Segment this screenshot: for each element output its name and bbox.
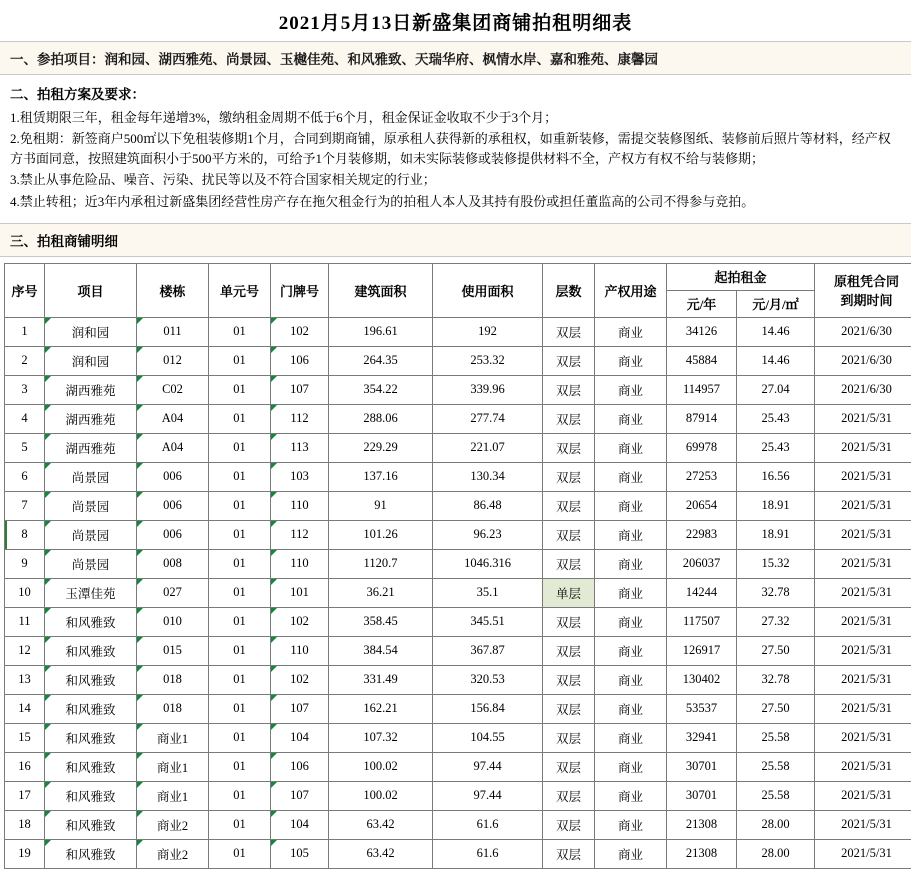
cell-price-month: 32.78 <box>737 578 815 607</box>
cell-floors: 双层 <box>543 317 595 346</box>
cell-building: 商业1 <box>137 781 209 810</box>
terms-list <box>0 105 911 219</box>
cell-floors: 双层 <box>543 433 595 462</box>
cell-seq: 19 <box>5 839 45 868</box>
cell-build-area: 354.22 <box>329 375 433 404</box>
cell-use-area: 221.07 <box>433 433 543 462</box>
cell-building: 018 <box>137 694 209 723</box>
cell-floors: 双层 <box>543 723 595 752</box>
detail-section-heading: 三、拍租商铺明细 <box>0 223 911 257</box>
cell-seq: 15 <box>5 723 45 752</box>
cell-door: 112 <box>271 404 329 433</box>
cell-floors: 双层 <box>543 752 595 781</box>
th-expire-line1: 原租凭合同 <box>815 271 911 290</box>
cell-seq: 2 <box>5 346 45 375</box>
cell-price-month: 18.91 <box>737 491 815 520</box>
cell-unit: 01 <box>209 317 271 346</box>
cell-unit: 01 <box>209 491 271 520</box>
cell-expire: 2021/5/31 <box>815 781 911 810</box>
cell-floors: 单层 <box>543 578 595 607</box>
table-row <box>5 839 911 868</box>
cell-expire: 2021/5/31 <box>815 520 911 549</box>
cell-purpose: 商业 <box>595 810 667 839</box>
table-row <box>5 404 911 433</box>
cell-seq: 10 <box>5 578 45 607</box>
cell-build-area: 100.02 <box>329 752 433 781</box>
cell-unit: 01 <box>209 578 271 607</box>
cell-price-month: 25.58 <box>737 723 815 752</box>
cell-price-month: 27.32 <box>737 607 815 636</box>
cell-project: 玉潭佳苑 <box>45 578 137 607</box>
table-row <box>5 549 911 578</box>
cell-purpose: 商业 <box>595 723 667 752</box>
cell-door: 113 <box>271 433 329 462</box>
table-body <box>5 317 911 868</box>
cell-build-area: 331.49 <box>329 665 433 694</box>
cell-expire: 2021/6/30 <box>815 346 911 375</box>
cell-build-area: 63.42 <box>329 839 433 868</box>
cell-building: 006 <box>137 462 209 491</box>
cell-seq: 12 <box>5 636 45 665</box>
cell-building: 010 <box>137 607 209 636</box>
plan-section-heading: 二、拍租方案及要求： <box>0 75 911 105</box>
cell-building: 商业2 <box>137 810 209 839</box>
cell-seq: 17 <box>5 781 45 810</box>
cell-project: 和风雅致 <box>45 752 137 781</box>
cell-project: 和风雅致 <box>45 665 137 694</box>
cell-building: 006 <box>137 491 209 520</box>
cell-unit: 01 <box>209 636 271 665</box>
cell-door: 106 <box>271 752 329 781</box>
cell-building: 商业1 <box>137 723 209 752</box>
cell-use-area: 192 <box>433 317 543 346</box>
cell-use-area: 1046.316 <box>433 549 543 578</box>
cell-seq: 18 <box>5 810 45 839</box>
cell-project: 和风雅致 <box>45 607 137 636</box>
cell-project: 尚景园 <box>45 491 137 520</box>
table-row <box>5 578 911 607</box>
cell-floors: 双层 <box>543 694 595 723</box>
cell-build-area: 91 <box>329 491 433 520</box>
cell-seq: 9 <box>5 549 45 578</box>
cell-unit: 01 <box>209 781 271 810</box>
cell-price-month: 25.58 <box>737 752 815 781</box>
cell-seq: 5 <box>5 433 45 462</box>
table-header-row <box>5 263 911 290</box>
cell-expire: 2021/5/31 <box>815 636 911 665</box>
term-item: 4.禁止转租；近3年内承租过新盛集团经营性房产存在拖欠租金行为的拍租人本人及其持有股份或担任董监高的公司不得参与竞拍。 <box>10 192 901 212</box>
cell-door: 101 <box>271 578 329 607</box>
cell-expire: 2021/5/31 <box>815 578 911 607</box>
cell-floors: 双层 <box>543 491 595 520</box>
cell-build-area: 384.54 <box>329 636 433 665</box>
cell-project: 和风雅致 <box>45 636 137 665</box>
cell-expire: 2021/5/31 <box>815 810 911 839</box>
cell-floors: 双层 <box>543 404 595 433</box>
cell-seq: 16 <box>5 752 45 781</box>
cell-price-month: 18.91 <box>737 520 815 549</box>
table-row <box>5 520 911 549</box>
cell-seq: 8 <box>5 520 45 549</box>
cell-project: 和风雅致 <box>45 781 137 810</box>
cell-use-area: 130.34 <box>433 462 543 491</box>
cell-build-area: 36.21 <box>329 578 433 607</box>
cell-use-area: 61.6 <box>433 810 543 839</box>
cell-door: 104 <box>271 723 329 752</box>
cell-price-month: 27.04 <box>737 375 815 404</box>
table-row <box>5 723 911 752</box>
table-row <box>5 607 911 636</box>
cell-building: 011 <box>137 317 209 346</box>
cell-building: A04 <box>137 433 209 462</box>
cell-project: 和风雅致 <box>45 810 137 839</box>
cell-purpose: 商业 <box>595 665 667 694</box>
th-build-area: 建筑面积 <box>329 263 433 317</box>
cell-build-area: 101.26 <box>329 520 433 549</box>
cell-use-area: 367.87 <box>433 636 543 665</box>
cell-purpose: 商业 <box>595 404 667 433</box>
cell-floors: 双层 <box>543 462 595 491</box>
shop-detail-table <box>4 263 911 869</box>
cell-price-year: 87914 <box>667 404 737 433</box>
cell-purpose: 商业 <box>595 520 667 549</box>
cell-price-month: 28.00 <box>737 839 815 868</box>
cell-building: 商业1 <box>137 752 209 781</box>
cell-use-area: 86.48 <box>433 491 543 520</box>
cell-price-year: 14244 <box>667 578 737 607</box>
cell-building: 012 <box>137 346 209 375</box>
cell-floors: 双层 <box>543 636 595 665</box>
cell-purpose: 商业 <box>595 375 667 404</box>
term-item: 1.租赁期限三年，租金每年递增3%，缴纳租金周期不低于6个月，租金保证金收取不少于3个月； <box>10 108 901 128</box>
cell-price-month: 14.46 <box>737 317 815 346</box>
cell-seq: 1 <box>5 317 45 346</box>
cell-price-year: 206037 <box>667 549 737 578</box>
cell-project: 和风雅致 <box>45 694 137 723</box>
cell-seq: 7 <box>5 491 45 520</box>
cell-use-area: 35.1 <box>433 578 543 607</box>
cell-expire: 2021/6/30 <box>815 317 911 346</box>
cell-floors: 双层 <box>543 520 595 549</box>
th-door: 门牌号 <box>271 263 329 317</box>
cell-price-year: 27253 <box>667 462 737 491</box>
cell-expire: 2021/5/31 <box>815 462 911 491</box>
cell-project: 湖西雅苑 <box>45 375 137 404</box>
cell-door: 112 <box>271 520 329 549</box>
cell-price-year: 30701 <box>667 781 737 810</box>
cell-price-year: 20654 <box>667 491 737 520</box>
table-row <box>5 636 911 665</box>
th-price-year: 元/年 <box>667 290 737 317</box>
th-building: 楼栋 <box>137 263 209 317</box>
cell-price-year: 21308 <box>667 839 737 868</box>
cell-price-month: 27.50 <box>737 694 815 723</box>
cell-unit: 01 <box>209 694 271 723</box>
cell-use-area: 61.6 <box>433 839 543 868</box>
cell-build-area: 196.61 <box>329 317 433 346</box>
cell-purpose: 商业 <box>595 578 667 607</box>
cell-seq: 13 <box>5 665 45 694</box>
cell-door: 102 <box>271 665 329 694</box>
cell-unit: 01 <box>209 346 271 375</box>
cell-price-month: 32.78 <box>737 665 815 694</box>
cell-build-area: 264.35 <box>329 346 433 375</box>
cell-building: 商业2 <box>137 839 209 868</box>
cell-build-area: 100.02 <box>329 781 433 810</box>
cell-building: 027 <box>137 578 209 607</box>
th-project: 项目 <box>45 263 137 317</box>
cell-unit: 01 <box>209 607 271 636</box>
cell-seq: 6 <box>5 462 45 491</box>
cell-floors: 双层 <box>543 781 595 810</box>
cell-price-year: 117507 <box>667 607 737 636</box>
cell-build-area: 358.45 <box>329 607 433 636</box>
cell-price-month: 14.46 <box>737 346 815 375</box>
table-row <box>5 665 911 694</box>
cell-project: 润和园 <box>45 317 137 346</box>
cell-project: 和风雅致 <box>45 723 137 752</box>
cell-use-area: 345.51 <box>433 607 543 636</box>
cell-door: 110 <box>271 636 329 665</box>
cell-purpose: 商业 <box>595 549 667 578</box>
cell-unit: 01 <box>209 752 271 781</box>
cell-use-area: 156.84 <box>433 694 543 723</box>
th-price-month: 元/月/㎡ <box>737 290 815 317</box>
cell-building: 018 <box>137 665 209 694</box>
cell-price-year: 34126 <box>667 317 737 346</box>
cell-expire: 2021/5/31 <box>815 665 911 694</box>
cell-project: 尚景园 <box>45 520 137 549</box>
cell-purpose: 商业 <box>595 781 667 810</box>
cell-door: 107 <box>271 375 329 404</box>
cell-purpose: 商业 <box>595 433 667 462</box>
term-item: 2.免租期：新签商户500㎡以下免租装修期1个月，合同到期商铺，原承租人获得新的承租权，如重新装修，需提交装修图纸、装修前后照片等材料，经产权方书面同意，按照建筑面积小于500平方米的，可给予1个月装修期，如未实际装修或装修提供材料不全，产权方有权不给与装修期； <box>10 129 901 169</box>
cell-purpose: 商业 <box>595 694 667 723</box>
participants-section: 一、参拍项目：润和园、湖西雅苑、尚景园、玉樾佳苑、和风雅致、天瑞华府、枫情水岸、嘉和雅苑、康馨园 <box>0 41 911 75</box>
cell-expire: 2021/5/31 <box>815 752 911 781</box>
table-row <box>5 752 911 781</box>
table-row <box>5 375 911 404</box>
cell-price-year: 130402 <box>667 665 737 694</box>
cell-expire: 2021/5/31 <box>815 694 911 723</box>
cell-use-area: 320.53 <box>433 665 543 694</box>
cell-floors: 双层 <box>543 549 595 578</box>
table-row <box>5 462 911 491</box>
cell-floors: 双层 <box>543 375 595 404</box>
cell-price-month: 15.32 <box>737 549 815 578</box>
cell-expire: 2021/5/31 <box>815 404 911 433</box>
cell-build-area: 162.21 <box>329 694 433 723</box>
table-row <box>5 317 911 346</box>
cell-purpose: 商业 <box>595 462 667 491</box>
cell-unit: 01 <box>209 665 271 694</box>
cell-price-month: 27.50 <box>737 636 815 665</box>
cell-use-area: 104.55 <box>433 723 543 752</box>
cell-building: 006 <box>137 520 209 549</box>
cell-unit: 01 <box>209 839 271 868</box>
cell-expire: 2021/6/30 <box>815 375 911 404</box>
cell-expire: 2021/5/31 <box>815 491 911 520</box>
cell-unit: 01 <box>209 462 271 491</box>
cell-price-year: 126917 <box>667 636 737 665</box>
cell-build-area: 63.42 <box>329 810 433 839</box>
table-row <box>5 491 911 520</box>
page-title: 2021月5月13日新盛集团商铺拍租明细表 <box>0 0 911 41</box>
cell-expire: 2021/5/31 <box>815 607 911 636</box>
cell-project: 润和园 <box>45 346 137 375</box>
cell-door: 105 <box>271 839 329 868</box>
cell-purpose: 商业 <box>595 317 667 346</box>
cell-door: 103 <box>271 462 329 491</box>
cell-price-year: 22983 <box>667 520 737 549</box>
cell-door: 107 <box>271 694 329 723</box>
cell-expire: 2021/5/31 <box>815 723 911 752</box>
cell-unit: 01 <box>209 549 271 578</box>
cell-price-month: 25.58 <box>737 781 815 810</box>
th-floors: 层数 <box>543 263 595 317</box>
cell-purpose: 商业 <box>595 636 667 665</box>
cell-price-year: 114957 <box>667 375 737 404</box>
cell-expire: 2021/5/31 <box>815 433 911 462</box>
cell-build-area: 1120.7 <box>329 549 433 578</box>
cell-project: 湖西雅苑 <box>45 404 137 433</box>
cell-unit: 01 <box>209 433 271 462</box>
cell-project: 湖西雅苑 <box>45 433 137 462</box>
cell-expire: 2021/5/31 <box>815 839 911 868</box>
cell-unit: 01 <box>209 520 271 549</box>
cell-building: 015 <box>137 636 209 665</box>
th-purpose: 产权用途 <box>595 263 667 317</box>
table-row <box>5 346 911 375</box>
cell-unit: 01 <box>209 810 271 839</box>
cell-unit: 01 <box>209 404 271 433</box>
cell-door: 107 <box>271 781 329 810</box>
cell-use-area: 253.32 <box>433 346 543 375</box>
cell-seq: 3 <box>5 375 45 404</box>
cell-floors: 双层 <box>543 665 595 694</box>
term-item: 3.禁止从事危险品、噪音、污染、扰民等以及不符合国家相关规定的行业； <box>10 170 901 190</box>
cell-use-area: 339.96 <box>433 375 543 404</box>
cell-purpose: 商业 <box>595 607 667 636</box>
cell-purpose: 商业 <box>595 752 667 781</box>
cell-door: 102 <box>271 607 329 636</box>
th-expire <box>815 263 911 317</box>
th-use-area: 使用面积 <box>433 263 543 317</box>
cell-use-area: 97.44 <box>433 752 543 781</box>
cell-purpose: 商业 <box>595 839 667 868</box>
cell-seq: 14 <box>5 694 45 723</box>
cell-price-year: 21308 <box>667 810 737 839</box>
cell-price-month: 16.56 <box>737 462 815 491</box>
table-row <box>5 433 911 462</box>
cell-floors: 双层 <box>543 839 595 868</box>
cell-door: 104 <box>271 810 329 839</box>
cell-door: 110 <box>271 549 329 578</box>
table-row <box>5 810 911 839</box>
cell-building: C02 <box>137 375 209 404</box>
cell-price-year: 69978 <box>667 433 737 462</box>
cell-unit: 01 <box>209 723 271 752</box>
cell-unit: 01 <box>209 375 271 404</box>
table-row <box>5 694 911 723</box>
cell-door: 106 <box>271 346 329 375</box>
cell-expire: 2021/5/31 <box>815 549 911 578</box>
cell-price-month: 25.43 <box>737 404 815 433</box>
cell-build-area: 107.32 <box>329 723 433 752</box>
cell-use-area: 277.74 <box>433 404 543 433</box>
table-row <box>5 781 911 810</box>
cell-build-area: 229.29 <box>329 433 433 462</box>
cell-door: 110 <box>271 491 329 520</box>
th-unit: 单元号 <box>209 263 271 317</box>
cell-building: A04 <box>137 404 209 433</box>
cell-door: 102 <box>271 317 329 346</box>
cell-building: 008 <box>137 549 209 578</box>
cell-project: 和风雅致 <box>45 839 137 868</box>
cell-project: 尚景园 <box>45 549 137 578</box>
cell-floors: 双层 <box>543 346 595 375</box>
cell-use-area: 96.23 <box>433 520 543 549</box>
cell-price-month: 28.00 <box>737 810 815 839</box>
cell-floors: 双层 <box>543 810 595 839</box>
cell-seq: 11 <box>5 607 45 636</box>
cell-price-year: 53537 <box>667 694 737 723</box>
cell-project: 尚景园 <box>45 462 137 491</box>
th-expire-line2: 到期时间 <box>815 290 911 309</box>
cell-price-month: 25.43 <box>737 433 815 462</box>
th-start-price-group: 起拍租金 <box>667 263 815 290</box>
cell-floors: 双层 <box>543 607 595 636</box>
cell-price-year: 32941 <box>667 723 737 752</box>
cell-price-year: 45884 <box>667 346 737 375</box>
cell-use-area: 97.44 <box>433 781 543 810</box>
cell-seq: 4 <box>5 404 45 433</box>
cell-purpose: 商业 <box>595 491 667 520</box>
cell-price-year: 30701 <box>667 752 737 781</box>
cell-build-area: 137.16 <box>329 462 433 491</box>
cell-build-area: 288.06 <box>329 404 433 433</box>
cell-purpose: 商业 <box>595 346 667 375</box>
th-seq: 序号 <box>5 263 45 317</box>
